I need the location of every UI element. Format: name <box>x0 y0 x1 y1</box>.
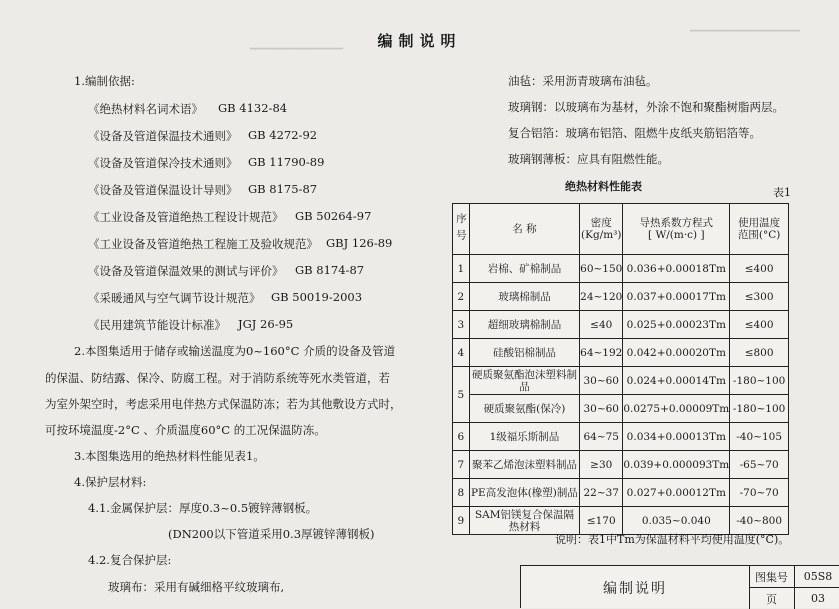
standard-item: 《采暖通风与空气调节设计规范》 GB 50019-2003 <box>88 290 363 305</box>
standard-item: 《工业设备及管道绝热工程施工及验收规范》 GBJ 126-89 <box>88 236 393 251</box>
cell-no: 6 <box>453 423 470 451</box>
paragraph-3: 3.本图集选用的绝热材料性能见表1。 <box>74 449 265 463</box>
atlas-number-value: 05S8 <box>795 566 839 588</box>
cell-density: ≥30 <box>580 451 623 479</box>
cell-name: SAM铝镁复合保温隔热材料 <box>469 507 579 535</box>
cell-temperature: -180~100 <box>730 395 789 423</box>
standard-item: 《设备及管道保冷技术通则》 GB 11790-89 <box>88 155 325 170</box>
page-title: 编制说明 <box>377 32 462 50</box>
cell-temperature: -40~105 <box>730 423 789 451</box>
standard-item: 《设备及管道保温效果的测试与评价》 GB 8174-87 <box>88 263 365 278</box>
cell-conductivity: 0.042+0.00020Tm <box>623 339 730 367</box>
insulation-properties-table <box>452 203 789 535</box>
cell-conductivity: 0.034+0.00013Tm <box>623 423 730 451</box>
header-temperature: 使用温度 范围(°C) <box>730 204 789 255</box>
table-row <box>453 451 789 479</box>
cell-name: 1级福乐斯制品 <box>469 423 579 451</box>
page-number: 03 <box>811 592 825 605</box>
cell-name: 硅酸铝棉制品 <box>469 339 579 367</box>
cell-temperature: ≤300 <box>730 283 789 311</box>
header-density: 密度 (Kg/m³) <box>580 204 623 255</box>
paragraph-2-line: 的保温、防结露、保冷、防腐工程。对于消防系统等死水类管道，若 <box>45 371 390 385</box>
cell-density: 30~60 <box>580 367 623 395</box>
header-conductivity: 导热系数方程式 [ W/(m·c) ] <box>623 204 730 255</box>
table-caption: 绝热材料性能表 <box>565 180 642 193</box>
cell-conductivity: 0.039+0.000093Tm <box>623 451 730 479</box>
cell-no: 9 <box>453 507 470 535</box>
cell-no: 2 <box>453 283 470 311</box>
standard-item: 《设备及管道保温设计导则》 GB 8175-87 <box>88 182 318 197</box>
cell-temperature: ≤400 <box>730 255 789 283</box>
cell-temperature: -65~70 <box>730 451 789 479</box>
cell-density: ≤170 <box>580 507 623 535</box>
table-number: 表1 <box>773 186 791 199</box>
table-row <box>453 311 789 339</box>
protective-material-line: 玻璃钢：以玻璃布为基材，外涂不饱和聚酯树脂两层。 <box>508 100 784 114</box>
standard-item: 《民用建筑节能设计标准》 JGJ 26-95 <box>88 317 294 332</box>
protective-material-line: 玻璃钢薄板：应具有阻燃性能。 <box>508 152 669 166</box>
table-row <box>453 283 789 311</box>
cell-density: 22~37 <box>580 479 623 507</box>
section-1-heading: 1.编制依据: <box>74 74 135 88</box>
paragraph-2-line: 2.本图集适用于储存或输送温度为0~160°C 介质的设备及管道 <box>74 344 396 358</box>
cell-density: ≤40 <box>580 311 623 339</box>
title-block <box>520 565 839 608</box>
bleed-through-marks: ▔▔▔▔▔▔▔▔▔▔▔▔▔ <box>690 30 800 43</box>
cell-no: 5 <box>453 367 470 423</box>
cell-conductivity: 0.036+0.00018Tm <box>623 255 730 283</box>
cell-no: 3 <box>453 311 470 339</box>
header-no: 序号 <box>453 204 470 255</box>
table-row <box>453 339 789 367</box>
cell-name: 玻璃棉制品 <box>469 283 579 311</box>
paragraph-4-2: 4.2.复合保护层: <box>88 553 172 567</box>
table-row <box>453 255 789 283</box>
glass-cloth-text: 玻璃布：采用有碱细格平纹玻璃布, <box>108 580 285 594</box>
cell-temperature: -180~100 <box>730 367 789 395</box>
paragraph-4-heading: 4.保护层材料: <box>74 475 147 489</box>
paragraph-2-line: 可按环境温度-2°C 、介质温度60°C 的工况保温防冻。 <box>45 423 326 437</box>
cell-no: 8 <box>453 479 470 507</box>
cell-no: 1 <box>453 255 470 283</box>
paragraph-4-1: 4.1.金属保护层：厚度0.3~0.5镀锌薄钢板。 <box>88 501 318 515</box>
header-name: 名 称 <box>469 204 579 255</box>
table-header-row <box>453 204 789 255</box>
cell-no: 7 <box>453 451 470 479</box>
table-row <box>453 479 789 507</box>
table-row <box>453 395 789 423</box>
atlas-number-label: 图集号 <box>749 566 795 588</box>
paragraph-2-line: 为室外架空时，考虑采用电伴热方式保温防冻；若为其他敷设方式时， <box>45 397 402 411</box>
cell-density: 64~192 <box>580 339 623 367</box>
standard-item: 《绝热材料名词术语》 GB 4132-84 <box>88 101 288 116</box>
page-label: 页 <box>749 588 795 609</box>
cell-no: 4 <box>453 339 470 367</box>
cell-temperature: -70~70 <box>730 479 789 507</box>
cell-conductivity: 0.0275+0.00009Tm <box>623 395 730 423</box>
cell-name: 硬质聚氨酯(保冷) <box>469 395 579 423</box>
cell-conductivity: 0.035~0.040 <box>623 507 730 535</box>
cell-density: 64~75 <box>580 423 623 451</box>
protective-material-line: 油毡：采用沥青玻璃布油毡。 <box>508 74 658 88</box>
cell-name: 超细玻璃棉制品 <box>469 311 579 339</box>
cell-density: 60~150 <box>580 255 623 283</box>
cell-conductivity: 0.037+0.00017Tm <box>623 283 730 311</box>
table-row <box>453 423 789 451</box>
cell-density: 24~120 <box>580 283 623 311</box>
standard-item: 《工业设备及管道绝热工程设计规范》 GB 50264-97 <box>88 209 372 224</box>
cell-name: 岩棉、矿棉制品 <box>469 255 579 283</box>
cell-density: 30~60 <box>580 395 623 423</box>
cell-temperature: ≤400 <box>730 311 789 339</box>
cell-conductivity: 0.024+0.00014Tm <box>623 367 730 395</box>
title-block-name: 编制说明 <box>521 566 750 609</box>
cell-name: 聚苯乙烯泡沫塑料制品 <box>469 451 579 479</box>
paragraph-4-1-note: (DN200以下管道采用0.3厚镀锌薄钢板) <box>168 527 375 541</box>
table-note: 说明：表1中Tm为保温材料平均使用温度(°C)。 <box>555 533 790 546</box>
table-row <box>453 367 789 395</box>
cell-temperature: ≤800 <box>730 339 789 367</box>
cell-name: 硬质聚氨酯泡沫塑料制品 <box>469 367 579 395</box>
standard-item: 《设备及管道保温技术通则》 GB 4272-92 <box>88 128 318 143</box>
cell-temperature: -40~800 <box>730 507 789 535</box>
protective-material-line: 复合铝箔：玻璃布铝箔、阻燃牛皮纸夹筋铝箔等。 <box>508 126 761 140</box>
cell-conductivity: 0.025+0.00023Tm <box>623 311 730 339</box>
cell-conductivity: 0.027+0.00012Tm <box>623 479 730 507</box>
cell-name: PE高发泡体(橡塑)制品 <box>469 479 579 507</box>
bleed-through-marks: ▔▔▔▔▔▔▔▔▔▔▔ <box>250 48 344 61</box>
